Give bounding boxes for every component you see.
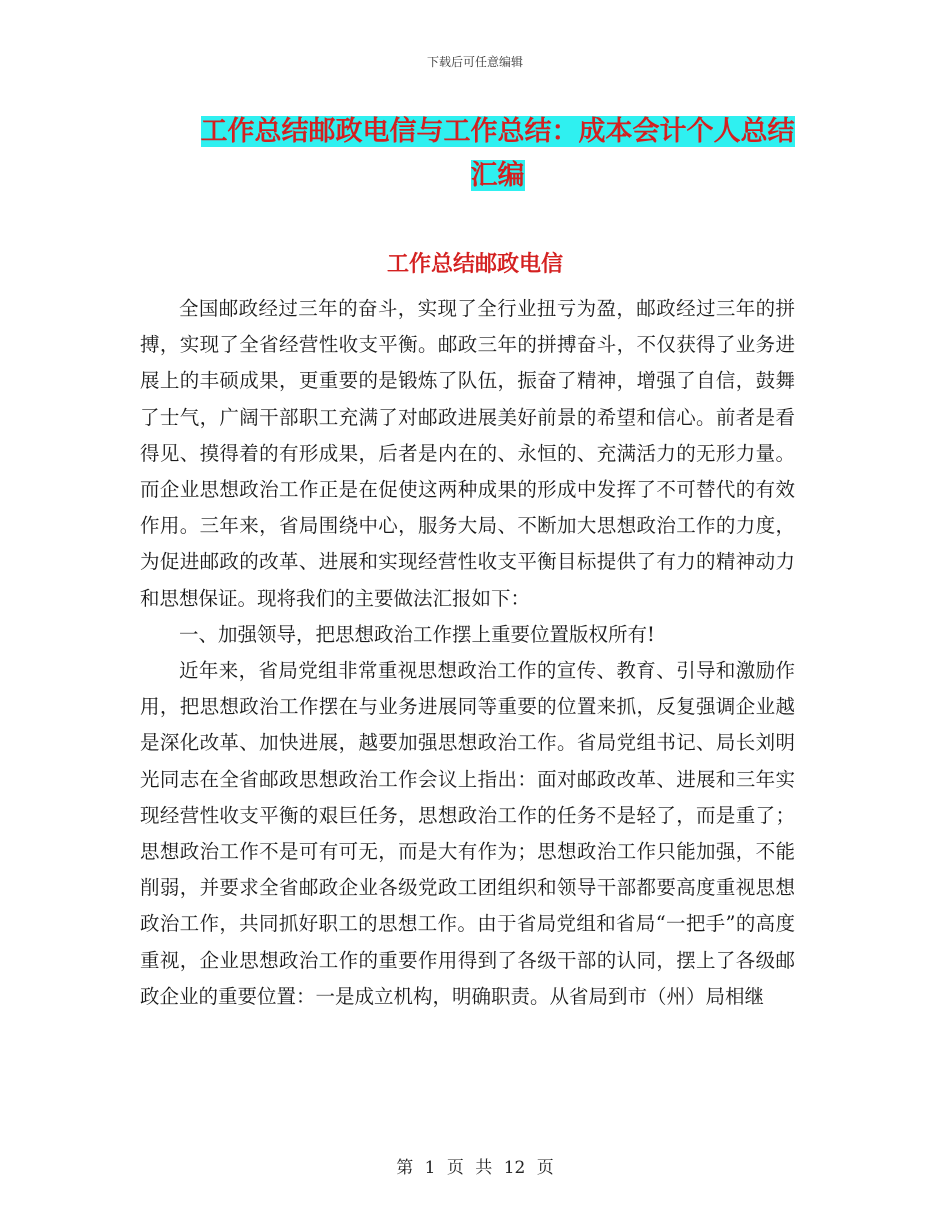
page-number-footer: 第 1 页 共 12 页 — [396, 1158, 554, 1178]
paragraph: 一、加强领导，把思想政治工作摆上重要位置版权所有! — [179, 622, 655, 646]
body-text — [140, 291, 795, 1015]
header-note: 下载后可任意编辑 — [426, 55, 523, 69]
document-title-text: 工作总结邮政电信与工作总结：成本会计个人总结汇编 — [200, 116, 795, 191]
section-title: 工作总结邮政电信 — [386, 252, 563, 277]
paragraph: 近年来，省局党组非常重视思想政治工作的宣传、教育、引导和激励作用，把思想政治工作摆在与业务进展同等重要的位置来抓，反复强调企业越是深化改革、加快进展，越要加强思想政治工作。省局党组书记、局长刘明光同志在全省邮政思想政治工作会议上指出：面对邮政改革、进展和三年实现经营性收支平衡的艰巨任务，思想政治工作的任务不是轻了，而是重了；思想政治工作不是可有可无，而是大有作为；思想政治工作只能加强，不能削弱，并要求全省邮政企业各级党政工团组织和领导干部都要高度重视思想政治工作，共同抓好职工的思想工作。由于省局党组和省局“一把手”的高度重视，企业思想政治工作的重要作用得到了各级干部的认同，摆上了各级邮政企业的重要位置：一是成立机构，明确职责。从省局到市（州）局相继 — [140, 659, 795, 1008]
paragraph: 全国邮政经过三年的奋斗，实现了全行业扭亏为盈，邮政经过三年的拼搏，实现了全省经营性收支平衡。邮政三年的拼搏奋斗，不仅获得了业务进展上的丰硕成果，更重要的是锻炼了队伍，振奋了精神，增强了自信，鼓舞了士气，广阔干部职工充满了对邮政进展美好前景的希望和信心。前者是看得见、摸得着的有形成果，后者是内在的、永恒的、充满活力的无形力量。而企业思想政治工作正是在促使这两种成果的形成中发挥了不可替代的有效作用。三年来，省局围绕中心，服务大局、不断加大思想政治工作的力度，为促进邮政的改革、进展和实现经营性收支平衡目标提供了有力的精神动力和思想保证。现将我们的主要做法汇报如下： — [140, 297, 795, 610]
document-title — [190, 110, 805, 198]
